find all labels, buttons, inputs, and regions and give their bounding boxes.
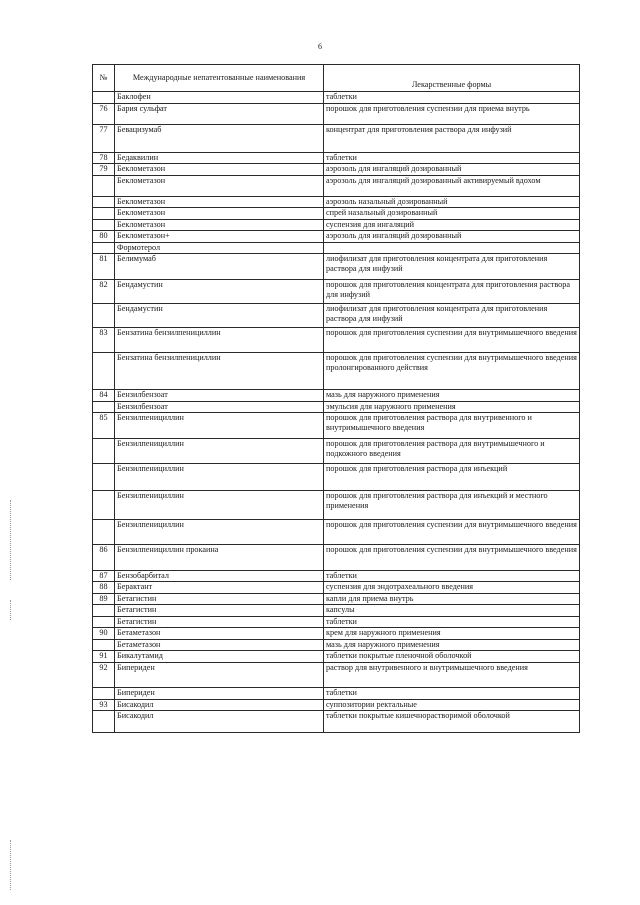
cell-dosage-form: таблетки — [324, 92, 580, 104]
cell-dosage-form: порошок для приготовления суспензии для приема внутрь — [324, 103, 580, 124]
cell-number — [93, 711, 115, 733]
cell-number — [93, 464, 115, 491]
table-row — [93, 438, 580, 464]
cell-number: 87 — [93, 570, 115, 582]
cell-dosage-form: аэрозоль назальный дозированный — [324, 196, 580, 208]
table-row — [93, 699, 580, 711]
table-row — [93, 327, 580, 353]
cell-dosage-form: аэрозоль для ингаляций дозированный — [324, 231, 580, 243]
table-row — [93, 196, 580, 208]
cell-inn: Бария сульфат — [115, 103, 324, 124]
cell-inn: Бипериден — [115, 688, 324, 700]
cell-number — [93, 491, 115, 520]
cell-number: 88 — [93, 582, 115, 594]
table-row — [93, 605, 580, 617]
cell-inn: Беклометазон — [115, 175, 324, 196]
header-number: № — [93, 65, 115, 92]
cell-inn: Бензилпенициллин прокаина — [115, 545, 324, 571]
cell-dosage-form: порошок для приготовления концентрата для приготовления раствора для инфузий — [324, 279, 580, 303]
cell-inn: Бензилпенициллин — [115, 519, 324, 545]
cell-dosage-form: таблетки покрытые пленочной оболочкой — [324, 651, 580, 663]
cell-number — [93, 92, 115, 104]
cell-dosage-form: порошок для приготовления раствора для внутривенного и внутримышечного введения — [324, 413, 580, 439]
cell-dosage-form: суспензия для эндотрахеального введения — [324, 582, 580, 594]
cell-dosage-form: порошок для приготовления раствора для инъекций и местного применения — [324, 491, 580, 520]
cell-dosage-form: таблетки — [324, 152, 580, 164]
cell-number — [93, 519, 115, 545]
cell-number: 80 — [93, 231, 115, 243]
cell-dosage-form: таблетки — [324, 688, 580, 700]
table-row — [93, 279, 580, 303]
cell-inn: Бетаметазон — [115, 628, 324, 640]
cell-inn: Бензобарбитал — [115, 570, 324, 582]
cell-inn: Бетагистин — [115, 616, 324, 628]
cell-number: 92 — [93, 662, 115, 688]
cell-number: 89 — [93, 593, 115, 605]
cell-dosage-form: мазь для наружного применения — [324, 639, 580, 651]
cell-dosage-form: лиофилизат для приготовления концентрата для приготовления раствора для инфузий — [324, 303, 580, 327]
table-row — [93, 242, 580, 254]
table-row — [93, 152, 580, 164]
cell-number: 86 — [93, 545, 115, 571]
cell-inn: Беклометазон+ — [115, 231, 324, 243]
cell-inn: Бисакодил — [115, 711, 324, 733]
cell-inn: Белимумаб — [115, 254, 324, 280]
table-row — [93, 401, 580, 413]
cell-number: 81 — [93, 254, 115, 280]
cell-inn: Бензилбензоат — [115, 401, 324, 413]
table-row — [93, 464, 580, 491]
cell-number: 76 — [93, 103, 115, 124]
table-row — [93, 219, 580, 231]
table-row — [93, 491, 580, 520]
cell-dosage-form: суппозитории ректальные — [324, 699, 580, 711]
cell-dosage-form: концентрат для приготовления раствора для инфузий — [324, 124, 580, 152]
header-dosage-forms: Лекарственные формы — [324, 65, 580, 92]
cell-dosage-form: лиофилизат для приготовления концентрата для приготовления раствора для инфузий — [324, 254, 580, 280]
table-header-row — [93, 65, 580, 92]
cell-dosage-form: порошок для приготовления суспензии для внутримышечного введения — [324, 545, 580, 571]
cell-number — [93, 303, 115, 327]
cell-dosage-form: порошок для приготовления раствора для внутримышечного и подкожного введения — [324, 438, 580, 464]
cell-inn: Бипериден — [115, 662, 324, 688]
cell-number: 83 — [93, 327, 115, 353]
cell-number — [93, 688, 115, 700]
table-row — [93, 413, 580, 439]
cell-dosage-form: порошок для приготовления суспензии для внутримышечного введения пролонгированного действия — [324, 353, 580, 390]
cell-number — [93, 175, 115, 196]
cell-number — [93, 639, 115, 651]
cell-inn: Бетагистин — [115, 593, 324, 605]
cell-inn: Беклометазон — [115, 164, 324, 176]
cell-dosage-form: капсулы — [324, 605, 580, 617]
table-row — [93, 519, 580, 545]
cell-inn: Бисакодил — [115, 699, 324, 711]
binding-margin-marks — [10, 600, 13, 620]
medicines-table — [92, 64, 580, 733]
table-row — [93, 390, 580, 402]
cell-number: 93 — [93, 699, 115, 711]
cell-inn: Беклометазон — [115, 208, 324, 220]
cell-dosage-form: порошок для приготовления суспензии для внутримышечного введения — [324, 327, 580, 353]
cell-inn: Бевацизумаб — [115, 124, 324, 152]
cell-inn: Бедаквилин — [115, 152, 324, 164]
cell-inn: Бензилпенициллин — [115, 464, 324, 491]
cell-inn: Баклофен — [115, 92, 324, 104]
cell-number: 91 — [93, 651, 115, 663]
cell-number — [93, 616, 115, 628]
cell-number — [93, 353, 115, 390]
cell-dosage-form: порошок для приготовления раствора для инъекций — [324, 464, 580, 491]
cell-inn: Бензилпенициллин — [115, 438, 324, 464]
table-row — [93, 662, 580, 688]
cell-number — [93, 208, 115, 220]
table-body — [93, 92, 580, 733]
table-row — [93, 254, 580, 280]
cell-dosage-form: раствор для внутривенного и внутримышечного введения — [324, 662, 580, 688]
page-number: 6 — [318, 42, 322, 51]
table-row — [93, 208, 580, 220]
cell-dosage-form: порошок для приготовления суспензии для внутримышечного введения — [324, 519, 580, 545]
table-row — [93, 103, 580, 124]
cell-inn: Бетагистин — [115, 605, 324, 617]
cell-dosage-form: капли для приема внутрь — [324, 593, 580, 605]
cell-number — [93, 401, 115, 413]
table-row — [93, 628, 580, 640]
table-row — [93, 688, 580, 700]
cell-number: 84 — [93, 390, 115, 402]
table-row — [93, 92, 580, 104]
cell-inn: Бетаметазон — [115, 639, 324, 651]
table-row — [93, 545, 580, 571]
cell-number: 77 — [93, 124, 115, 152]
binding-margin-marks — [10, 500, 13, 580]
table-row — [93, 164, 580, 176]
cell-dosage-form: аэрозоль для ингаляций дозированный активируемый вдохом — [324, 175, 580, 196]
cell-number — [93, 438, 115, 464]
cell-inn: Бензатина бензилпенициллин — [115, 327, 324, 353]
cell-number: 90 — [93, 628, 115, 640]
cell-dosage-form: спрей назальный дозированный — [324, 208, 580, 220]
cell-inn: Бензилбензоат — [115, 390, 324, 402]
table-row — [93, 711, 580, 733]
cell-dosage-form: суспензия для ингаляций — [324, 219, 580, 231]
cell-inn: Бендамустин — [115, 279, 324, 303]
cell-dosage-form — [324, 242, 580, 254]
cell-inn: Беклометазон — [115, 196, 324, 208]
cell-number — [93, 242, 115, 254]
cell-dosage-form: таблетки — [324, 570, 580, 582]
cell-inn: Бензилпенициллин — [115, 413, 324, 439]
cell-inn: Бензатина бензилпенициллин — [115, 353, 324, 390]
table-row — [93, 582, 580, 594]
cell-inn: Формотерол — [115, 242, 324, 254]
cell-dosage-form: эмульсия для наружного применения — [324, 401, 580, 413]
table-row — [93, 570, 580, 582]
cell-dosage-form: крем для наружного применения — [324, 628, 580, 640]
table-row — [93, 353, 580, 390]
cell-dosage-form: таблетки — [324, 616, 580, 628]
table-row — [93, 616, 580, 628]
cell-dosage-form: мазь для наружного применения — [324, 390, 580, 402]
cell-dosage-form: таблетки покрытые кишечнорастворимой оболочкой — [324, 711, 580, 733]
table-row — [93, 231, 580, 243]
table-row — [93, 639, 580, 651]
header-inn: Международные непатентованные наименования — [115, 65, 324, 92]
binding-margin-marks — [10, 840, 13, 890]
cell-inn: Бикалутамид — [115, 651, 324, 663]
cell-dosage-form: аэрозоль для ингаляций дозированный — [324, 164, 580, 176]
cell-inn: Бензилпенициллин — [115, 491, 324, 520]
cell-number — [93, 196, 115, 208]
cell-number — [93, 605, 115, 617]
cell-number: 82 — [93, 279, 115, 303]
table-row — [93, 175, 580, 196]
table-row — [93, 593, 580, 605]
cell-inn: Берактант — [115, 582, 324, 594]
cell-number — [93, 219, 115, 231]
table-row — [93, 124, 580, 152]
cell-inn: Бендамустин — [115, 303, 324, 327]
cell-number: 78 — [93, 152, 115, 164]
table-row — [93, 651, 580, 663]
cell-number: 85 — [93, 413, 115, 439]
cell-inn: Беклометазон — [115, 219, 324, 231]
cell-number: 79 — [93, 164, 115, 176]
table-row — [93, 303, 580, 327]
